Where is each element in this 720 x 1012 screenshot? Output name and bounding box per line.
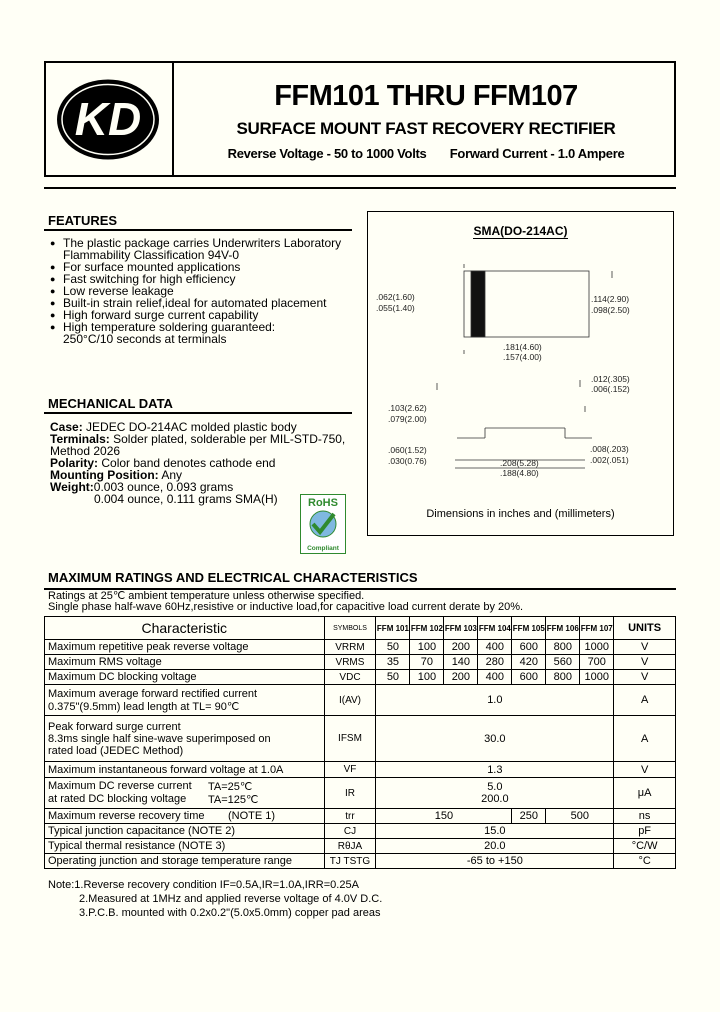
- table-row: [45, 809, 676, 824]
- note-1: Note:1.Reverse recovery condition IF=0.5A,IR=1.0A,IRR=0.25A: [48, 879, 359, 891]
- dim-label: .002(.051): [590, 455, 629, 465]
- row-label: [45, 716, 325, 762]
- cell: 50: [376, 670, 410, 685]
- rohs-label: RoHS: [308, 497, 338, 509]
- dim-label: .006(.152): [591, 384, 630, 394]
- terminals-value: Solder plated, solderable per MIL-STD-750,: [109, 432, 346, 446]
- dim-label: .008(.203): [590, 444, 629, 454]
- note-3: 3.P.C.B. mounted with 0.2x0.2"(5.0x5.0mm) copper pad areas: [79, 907, 381, 919]
- weight-label: Weight:: [50, 480, 94, 494]
- row-label: Typical junction capacitance (NOTE 2): [45, 824, 325, 839]
- case-label: Case:: [50, 420, 83, 434]
- row-cond: TA=125℃: [208, 794, 259, 806]
- row-unit: μA: [614, 778, 676, 809]
- table-row: [45, 685, 676, 716]
- row-label: [45, 778, 325, 809]
- header-divider: [172, 61, 174, 177]
- row-symbol: TJ TSTG: [324, 854, 376, 869]
- dim-label: .157(4.00): [503, 352, 542, 362]
- cell: 800: [546, 640, 580, 655]
- ratings-condition-2: Single phase half-wave 60Hz,resistive or inductive load,for capacitive load current derate by 20%.: [48, 601, 524, 613]
- row-label: Typical thermal resistance (NOTE 3): [45, 839, 325, 854]
- cell: [376, 778, 614, 809]
- cell: 500: [546, 809, 614, 824]
- row-label: [45, 685, 325, 716]
- cell: 1.3: [376, 762, 614, 778]
- rohs-badge: [300, 494, 346, 554]
- row-unit: A: [614, 685, 676, 716]
- mechanical-data: [50, 421, 345, 505]
- feature-item-cont: Flammability Classification 94V-0: [63, 248, 240, 262]
- reverse-voltage: Reverse Voltage - 50 to 1000 Volts: [227, 146, 427, 161]
- row-symbol: CJ: [324, 824, 376, 839]
- row-symbol: VRRM: [324, 640, 376, 655]
- kd-logo: [55, 77, 161, 162]
- note-2: 2.Measured at 1MHz and applied reverse voltage of 4.0V D.C.: [79, 893, 383, 905]
- row-label: Operating junction and storage temperature range: [45, 854, 325, 869]
- col-part: FFM 107: [580, 617, 614, 640]
- logo-text: KD: [74, 93, 142, 145]
- cell: 600: [512, 670, 546, 685]
- row-unit: °C/W: [614, 839, 676, 854]
- diagram-title-text: SMA(DO-214AC): [473, 224, 568, 238]
- dim-label: .114(2.90): [591, 294, 630, 304]
- table-row: [45, 778, 676, 809]
- row-symbol: trr: [324, 809, 376, 824]
- col-part: FFM 104: [478, 617, 512, 640]
- weight-value-2: 0.004 ounce, 0.111 grams SMA(H): [94, 492, 278, 506]
- dim-label: .098(2.50): [591, 305, 630, 315]
- row-symbol: IFSM: [324, 716, 376, 762]
- col-characteristic: Characteristic: [45, 617, 325, 640]
- row-unit: V: [614, 640, 676, 655]
- feature-item: ● High forward surge current capability: [50, 309, 341, 321]
- forward-current: Forward Current - 1.0 Ampere: [449, 146, 625, 161]
- row-unit: V: [614, 655, 676, 670]
- row-symbol: VF: [324, 762, 376, 778]
- table-row: [45, 716, 676, 762]
- feature-item: ● Built-in strain relief,ideal for automated placement: [50, 297, 341, 309]
- diagram-note: Dimensions in inches and (millimeters): [426, 508, 615, 520]
- dim-label: .062(1.60): [376, 292, 415, 302]
- cell: 50: [376, 640, 410, 655]
- polarity-value: Color band denotes cathode end: [98, 456, 276, 470]
- row-label-line: 8.3ms single half sine-wave superimposed on: [48, 732, 271, 745]
- table-row: [45, 762, 676, 778]
- table-row: [45, 640, 676, 655]
- col-part: FFM 105: [512, 617, 546, 640]
- case-value: JEDEC DO-214AC molded plastic body: [82, 420, 297, 434]
- row-label-line: Maximum average forward rectified current: [48, 687, 258, 700]
- row-unit: V: [614, 762, 676, 778]
- cell: 250: [512, 809, 546, 824]
- cell: 70: [410, 655, 444, 670]
- row-symbol: VRMS: [324, 655, 376, 670]
- cell-line: 200.0: [481, 793, 509, 805]
- row-unit: A: [614, 716, 676, 762]
- feature-item: ● For surface mounted applications: [50, 261, 341, 273]
- ratings-heading: MAXIMUM RATINGS AND ELECTRICAL CHARACTERISTICS: [48, 570, 418, 585]
- row-unit: ns: [614, 809, 676, 824]
- terminals-label: Terminals:: [50, 432, 110, 446]
- cell: 100: [410, 640, 444, 655]
- weight-value-1: 0.003 ounce, 0.093 grams: [93, 480, 234, 494]
- mechanical-rule: [44, 412, 352, 414]
- cell: 35: [376, 655, 410, 670]
- row-unit: °C: [614, 854, 676, 869]
- row-note: (NOTE 1): [228, 810, 276, 822]
- cell: 400: [478, 640, 512, 655]
- row-unit: pF: [614, 824, 676, 839]
- row-label-line: 0.375"(9.5mm) lead length at TL= 90℃: [48, 700, 240, 713]
- cell: 280: [478, 655, 512, 670]
- row-label-line: Maximum DC reverse current: [48, 780, 192, 792]
- cell-line: 5.0: [487, 781, 503, 793]
- cell: 150: [376, 809, 512, 824]
- features-heading: FEATURES: [48, 213, 118, 228]
- row-label: Maximum repetitive peak reverse voltage: [45, 640, 325, 655]
- ratings-table: [44, 616, 676, 869]
- dim-label: .079(2.00): [388, 414, 427, 424]
- page-title: FFM101 THRU FFM107: [274, 80, 578, 112]
- cell: 600: [512, 640, 546, 655]
- terminals-method: Method 2026: [50, 444, 121, 458]
- table-row: [45, 655, 676, 670]
- features-rule: [44, 229, 352, 231]
- polarity-label: Polarity:: [50, 456, 99, 470]
- table-row: [45, 670, 676, 685]
- cell: 140: [444, 655, 478, 670]
- feature-item-cont: 250°C/10 seconds at terminals: [63, 332, 227, 346]
- table-header-row: [45, 617, 676, 640]
- table-row: [45, 824, 676, 839]
- diagram-title: [367, 224, 674, 238]
- spec-line: [176, 146, 676, 161]
- cell: -65 to +150: [376, 854, 614, 869]
- cell: 1000: [580, 640, 614, 655]
- header-rule: [44, 187, 676, 189]
- cell: 420: [512, 655, 546, 670]
- cell: 800: [546, 670, 580, 685]
- col-part: FFM 101: [376, 617, 410, 640]
- col-part: FFM 106: [546, 617, 580, 640]
- cell: 15.0: [376, 824, 614, 839]
- row-symbol: IR: [324, 778, 376, 809]
- cell: 560: [546, 655, 580, 670]
- dim-label: .012(.305): [591, 374, 630, 384]
- table-row: [45, 839, 676, 854]
- cell: 400: [478, 670, 512, 685]
- row-symbol: I(AV): [324, 685, 376, 716]
- feature-item: ● Low reverse leakage: [50, 285, 341, 297]
- mounting-value: Any: [158, 468, 182, 482]
- row-symbol: RθJA: [324, 839, 376, 854]
- feature-item: ● High temperature soldering guaranteed:: [50, 321, 341, 333]
- feature-item: ● The plastic package carries Underwriters Laboratory: [50, 237, 341, 249]
- dim-label: .030(0.76): [388, 456, 427, 466]
- ratings-condition-1: Ratings at 25℃ ambient temperature unless otherwise specified.: [48, 590, 365, 602]
- cell: 20.0: [376, 839, 614, 854]
- mechanical-heading: MECHANICAL DATA: [48, 396, 173, 411]
- cell: 100: [410, 670, 444, 685]
- col-part: FFM 103: [444, 617, 478, 640]
- row-label-line: at rated DC blocking voltage: [48, 793, 187, 805]
- row-label: Maximum RMS voltage: [45, 655, 325, 670]
- col-units: UNITS: [614, 617, 676, 640]
- row-label-line: rated load (JEDEC Method): [48, 744, 184, 757]
- page-subtitle: SURFACE MOUNT FAST RECOVERY RECTIFIER: [236, 119, 616, 138]
- row-symbol: VDC: [324, 670, 376, 685]
- row-label: Maximum DC blocking voltage: [45, 670, 325, 685]
- dim-label: .188(4.80): [500, 468, 539, 478]
- row-label-line: Peak forward surge current: [48, 720, 181, 733]
- col-part: FFM 102: [410, 617, 444, 640]
- cell: 1.0: [376, 685, 614, 716]
- row-label: Maximum instantaneous forward voltage at 1.0A: [45, 762, 325, 778]
- cell: 200: [444, 670, 478, 685]
- col-symbols: SYMBOLS: [324, 617, 376, 640]
- dim-label: .103(2.62): [388, 403, 427, 413]
- rohs-sub: Compliant: [307, 545, 339, 552]
- table-row: [45, 854, 676, 869]
- cell: 1000: [580, 670, 614, 685]
- cell: 200: [444, 640, 478, 655]
- dim-label: .055(1.40): [376, 303, 415, 313]
- mounting-label: Mounting Position:: [50, 468, 159, 482]
- row-unit: V: [614, 670, 676, 685]
- dim-label: .181(4.60): [503, 342, 542, 352]
- cell: 30.0: [376, 716, 614, 762]
- row-label-line: Maximum reverse recovery time: [48, 810, 205, 822]
- features-list: [50, 237, 341, 345]
- row-cond: TA=25℃: [208, 781, 253, 793]
- dim-label: .060(1.52): [388, 445, 427, 455]
- feature-item: ● Fast switching for high efficiency: [50, 273, 341, 285]
- row-label: [45, 809, 325, 824]
- dim-label: .208(5.28): [500, 458, 539, 468]
- cell: 700: [580, 655, 614, 670]
